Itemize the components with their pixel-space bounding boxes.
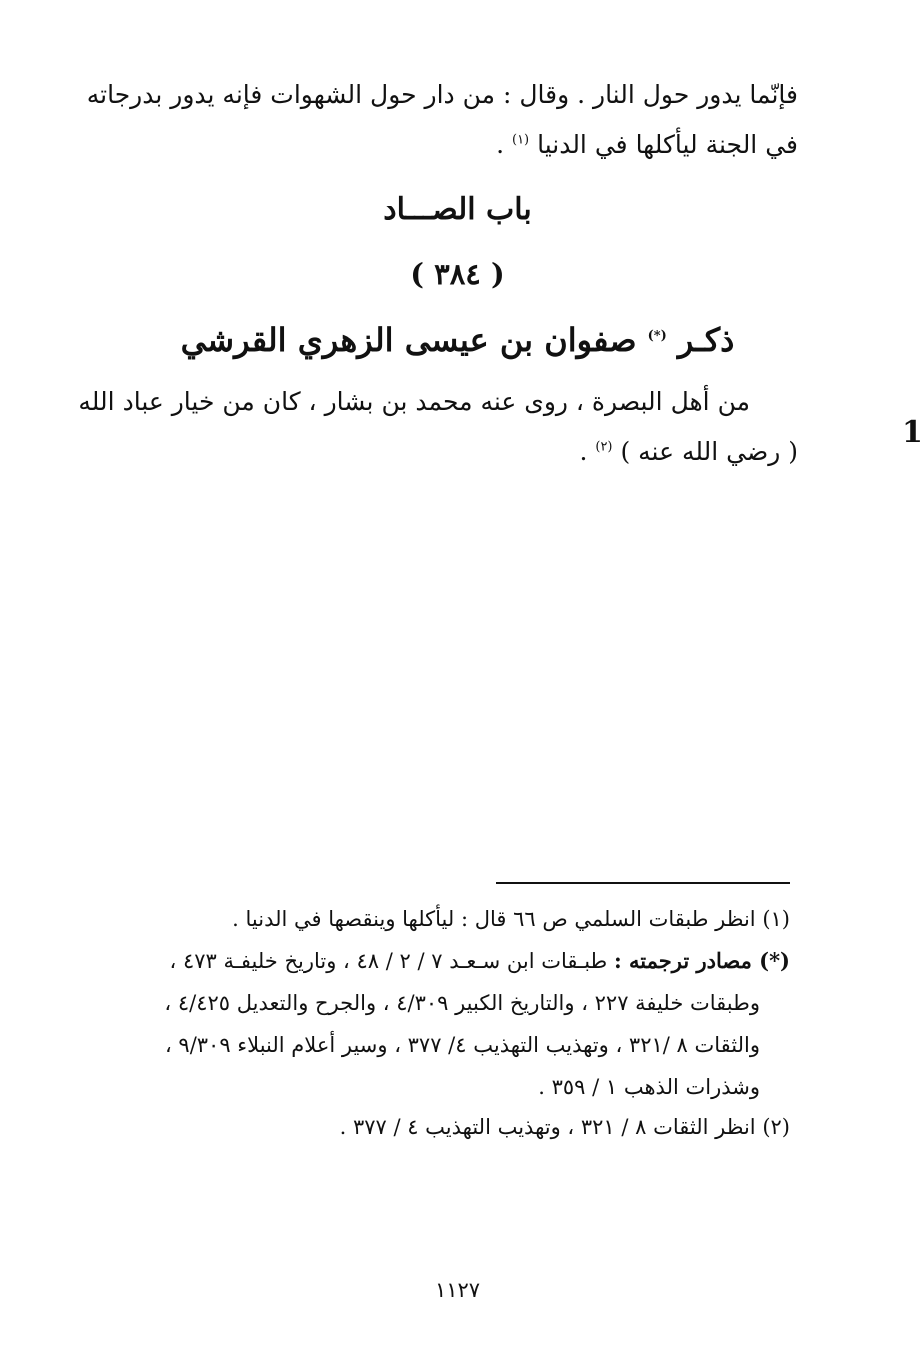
intro-line-2-end: . (496, 130, 505, 159)
entry-number: ( ٣٨٤ ) (410, 257, 505, 291)
entry-line-2-end: . (579, 437, 588, 466)
footnote-ref-1: (١) (511, 132, 530, 148)
entry-line-2 (579, 435, 798, 469)
intro-line-1: فإنّما يدور حول النار . وقال : من دار حول الشهوات فإنه يدور بدرجاته (86, 80, 798, 109)
intro-line-2 (496, 128, 798, 162)
sources-ref-marker: (*) (647, 328, 667, 344)
sources-line-4: وشذرات الذهب ١ / ٣٥٩ . (538, 1075, 760, 1099)
sources-text-1: طبـقات ابن سـعـد ٧ / ٢ / ٤٨ ، وتاريخ خليفـة ٤٧٣ ، (169, 949, 608, 973)
sources-line-3: والثقات ٨ /٣٢١ ، وتهذيب التهذيب ٤/ ٣٧٧ ، وسير أعلام النبلاء ٩/٣٠٩ ، (164, 1033, 760, 1057)
page-number: ١١٢٧ (434, 1278, 481, 1302)
entry-heading (0, 318, 915, 362)
sources-line-1 (170, 946, 791, 976)
footnote-2: (٢) انظر الثقات ٨ / ٣٢١ ، وتهذيب التهذيب ٤ / ٣٧٧ . (339, 1115, 790, 1139)
entry-heading-name: صفوان بن عيسى الزهري القرشي (180, 321, 637, 359)
chapter-title: باب الصـــاد (383, 192, 532, 227)
entry-heading-prefix: ذكـر (677, 321, 735, 359)
sources-line-2: وطبقات خليفة ٢٢٧ ، والتاريخ الكبير ٤/٣٠٩ ، والجرح والتعديل ٤/٤٢٥ ، (164, 991, 760, 1015)
entry-line-1: من أهل البصرة ، روى عنه محمد بن بشار ، كان من خيار عباد الله (78, 387, 750, 416)
footnote-separator (496, 882, 790, 884)
entry-line-2-text: ( رضي الله عنه ) (620, 437, 798, 466)
sources-label: (*) مصادر ترجمته : (613, 948, 790, 973)
intro-line-2-text: في الجنة ليأكلها في الدنيا (537, 130, 798, 159)
footnote-ref-2: (٢) (595, 439, 613, 455)
footnote-1: (١) انظر طبقات السلمي ص ٦٦ قال : ليأكلها وينقصها في الدنيا . (232, 907, 790, 931)
margin-mark: 1 (902, 415, 923, 450)
